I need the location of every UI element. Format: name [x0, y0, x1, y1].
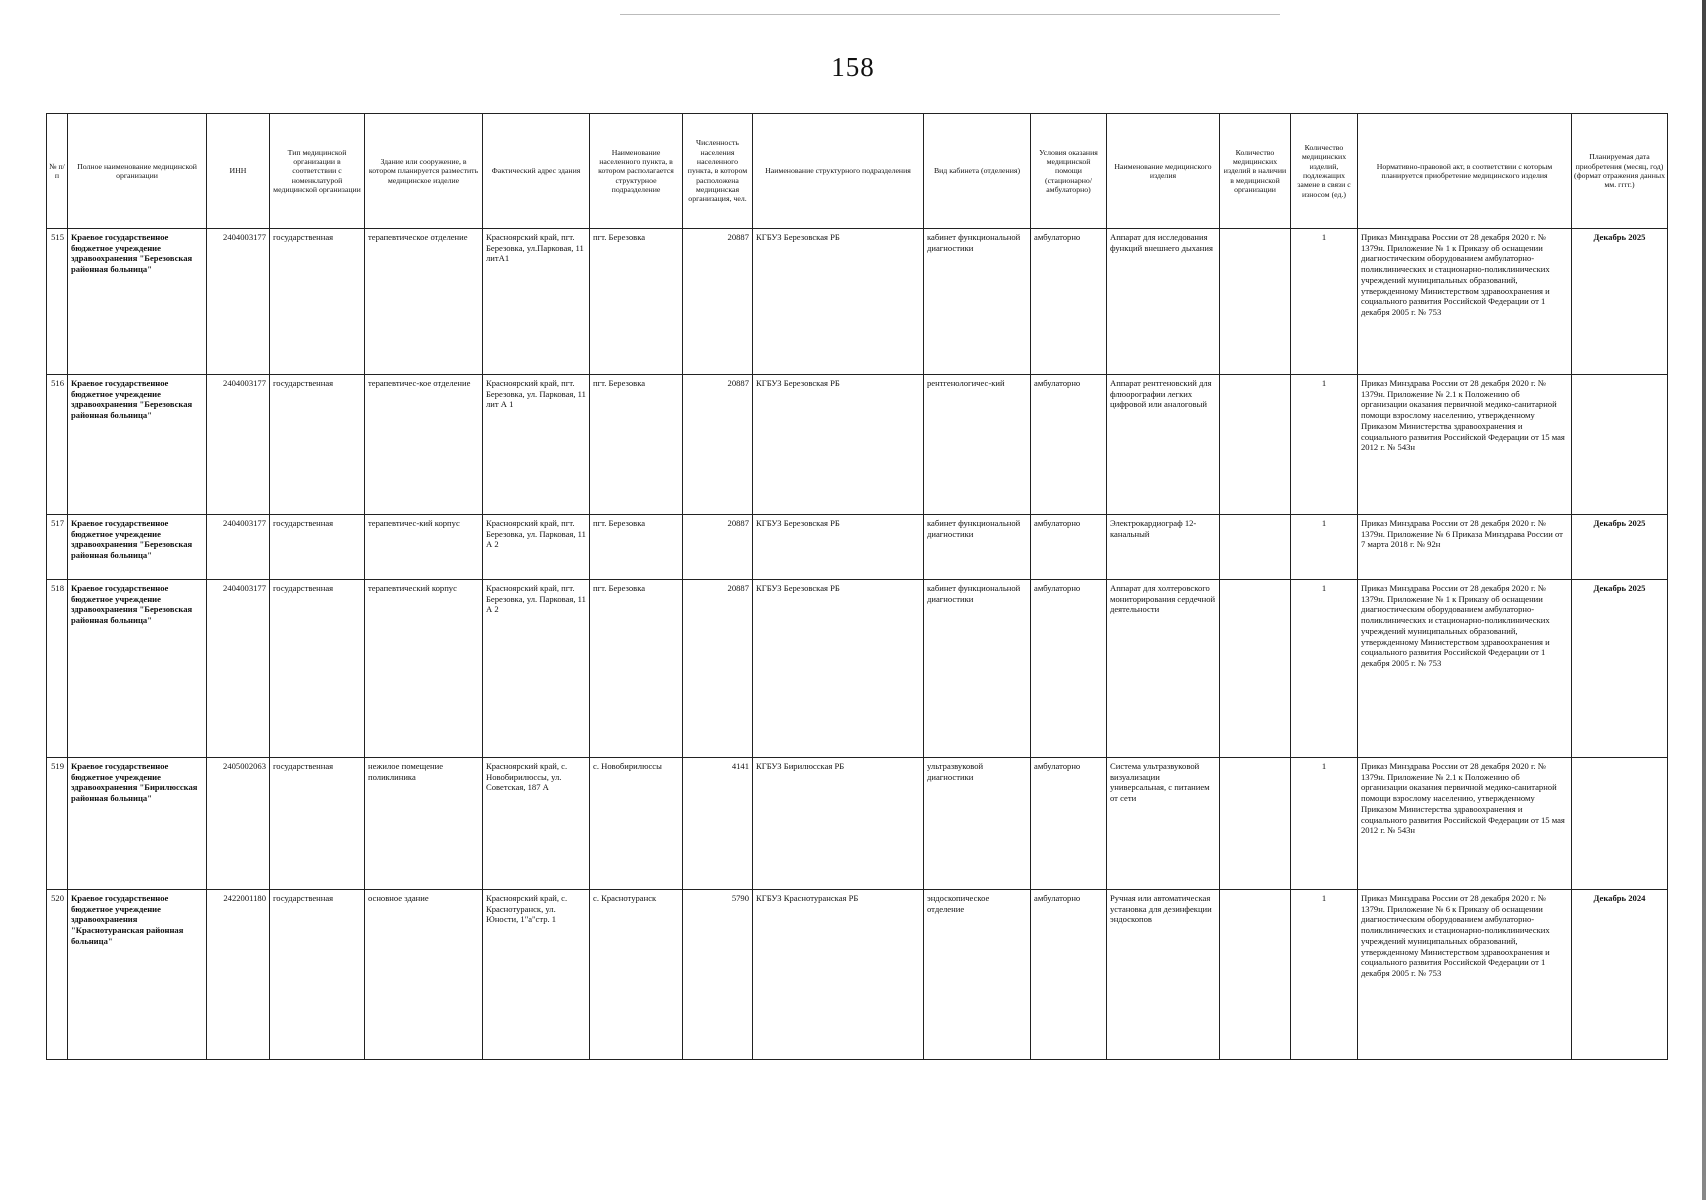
cell-population: 20887	[683, 375, 753, 515]
header-inn: ИНН	[207, 114, 270, 229]
cell-qty-replace: 1	[1291, 229, 1358, 375]
table-row	[47, 580, 1668, 758]
cell-date: Декабрь 2024	[1572, 890, 1668, 1060]
cell-org: Краевое государственное бюджетное учреждение здравоохранения "Березовская районная больница"	[68, 580, 207, 758]
cell-type: государственная	[270, 580, 365, 758]
cell-population: 20887	[683, 515, 753, 580]
cell-act: Приказ Минздрава России от 28 декабря 2020 г. № 1379н. Приложение № 1 к Приказу об оснащении диагностическим оборудованием амбулаторно-поликлинических и стационарно-поликлинических учреждений муниципальных образований, утвержденному Министерством здравоохранения и социального развития Российской Федерации от 1 декабря 2005 г. № 753	[1358, 229, 1572, 375]
header-cabinet: Вид кабинета (отделения)	[924, 114, 1031, 229]
cell-org: Краевое государственное бюджетное учреждение здравоохранения "Краснотуранская районная больница"	[68, 890, 207, 1060]
cell-org: Краевое государственное бюджетное учреждение здравоохранения "Бирилюсская районная больница"	[68, 758, 207, 890]
cell-unit: КГБУЗ Березовская РБ	[753, 229, 924, 375]
cell-qty-replace: 1	[1291, 515, 1358, 580]
cell-inn: 2404003177	[207, 580, 270, 758]
cell-num: 515	[47, 229, 68, 375]
cell-num: 516	[47, 375, 68, 515]
cell-qty-have	[1220, 758, 1291, 890]
cell-num: 518	[47, 580, 68, 758]
cell-qty-have	[1220, 375, 1291, 515]
table-row	[47, 890, 1668, 1060]
cell-num: 519	[47, 758, 68, 890]
cell-date	[1572, 375, 1668, 515]
cell-type: государственная	[270, 375, 365, 515]
equipment-table	[46, 113, 1668, 1060]
cell-building: нежилое помещение поликлиника	[365, 758, 483, 890]
cell-settlement: пгт. Березовка	[590, 229, 683, 375]
cell-date: Декабрь 2025	[1572, 580, 1668, 758]
header-unit: Наименование структурного подразделения	[753, 114, 924, 229]
cell-conditions: амбулаторно	[1031, 515, 1107, 580]
cell-device: Ручная или автоматическая установка для дезинфекции эндоскопов	[1107, 890, 1220, 1060]
cell-building: терапевтический корпус	[365, 580, 483, 758]
cell-cabinet: ультразвуковой диагностики	[924, 758, 1031, 890]
cell-address: Красноярский край, пгт. Березовка, ул. Парковая, 11 А 2	[483, 515, 590, 580]
header-population: Численность населения населенного пункта, в котором расположена медицинская организация, чел.	[683, 114, 753, 229]
cell-cabinet: эндоскопическое отделение	[924, 890, 1031, 1060]
cell-act: Приказ Минздрава России от 28 декабря 2020 г. № 1379н. Приложение № 2.1 к Положению об организации оказания первичной медико-санитарной помощи взрослому населению, утвержденному Приказом Министерства здравоохранения и социального развития Российской Федерации от 15 мая 2012 г. № 543н	[1358, 758, 1572, 890]
cell-settlement: с. Краснотуранск	[590, 890, 683, 1060]
cell-qty-replace: 1	[1291, 375, 1358, 515]
cell-population: 5790	[683, 890, 753, 1060]
cell-inn: 2404003177	[207, 515, 270, 580]
cell-act: Приказ Минздрава России от 28 декабря 2020 г. № 1379н. Приложение № 6 Приказа Минздрава России от 7 марта 2018 г. № 92н	[1358, 515, 1572, 580]
cell-type: государственная	[270, 890, 365, 1060]
cell-cabinet: рентгенологичес-кий	[924, 375, 1031, 515]
header-device: Наименование медицинского изделия	[1107, 114, 1220, 229]
cell-qty-have	[1220, 580, 1291, 758]
table-row	[47, 758, 1668, 890]
cell-cabinet: кабинет функциональной диагностики	[924, 580, 1031, 758]
table-row	[47, 375, 1668, 515]
header-date: Планируемая дата приобретения (месяц, год) (формат отражения данных мм. гггг.)	[1572, 114, 1668, 229]
cell-org: Краевое государственное бюджетное учреждение здравоохранения "Березовская районная больница"	[68, 229, 207, 375]
cell-settlement: пгт. Березовка	[590, 375, 683, 515]
cell-cabinet: кабинет функциональной диагностики	[924, 229, 1031, 375]
cell-unit: КГБУЗ Березовская РБ	[753, 515, 924, 580]
cell-population: 20887	[683, 229, 753, 375]
cell-inn: 2405002063	[207, 758, 270, 890]
cell-type: государственная	[270, 758, 365, 890]
cell-conditions: амбулаторно	[1031, 375, 1107, 515]
table-row	[47, 229, 1668, 375]
cell-act: Приказ Минздрава России от 28 декабря 2020 г. № 1379н. Приложение № 6 к Приказу об оснащении диагностическим оборудованием амбулаторно-поликлинических и стационарно-поликлинических учреждений муниципальных образований, утвержденному Министерством здравоохранения и социального развития Российской Федерации от 1 декабря 2005 г. № 753	[1358, 890, 1572, 1060]
cell-population: 4141	[683, 758, 753, 890]
cell-qty-replace: 1	[1291, 580, 1358, 758]
cell-act: Приказ Минздрава России от 28 декабря 2020 г. № 1379н. Приложение № 2.1 к Положению об организации оказания первичной медико-санитарной помощи взрослому населению, утвержденному Приказом Министерства здравоохранения и социального развития Российской Федерации от 15 мая 2012 г. № 543н	[1358, 375, 1572, 515]
header-building: Здание или сооружение, в котором планируется разместить медицинское изделие	[365, 114, 483, 229]
cell-conditions: амбулаторно	[1031, 758, 1107, 890]
cell-qty-have	[1220, 229, 1291, 375]
cell-device: Система ультразвуковой визуализации универсальная, с питанием от сети	[1107, 758, 1220, 890]
table-header-row	[47, 114, 1668, 229]
cell-address: Красноярский край, пгт. Березовка, ул. Парковая, 11 лит А 1	[483, 375, 590, 515]
cell-building: терапевтичес-кий корпус	[365, 515, 483, 580]
cell-population: 20887	[683, 580, 753, 758]
page-number: 158	[831, 52, 875, 82]
cell-unit: КГБУЗ Бирилюсская РБ	[753, 758, 924, 890]
cell-building: терапевтическое отделение	[365, 229, 483, 375]
cell-address: Красноярский край, пгт. Березовка, ул. Парковая, 11 А 2	[483, 580, 590, 758]
cell-qty-replace: 1	[1291, 890, 1358, 1060]
header-org: Полное наименование медицинской организации	[68, 114, 207, 229]
cell-act: Приказ Минздрава России от 28 декабря 2020 г. № 1379н. Приложение № 1 к Приказу об оснащении диагностическим оборудованием амбулаторно-поликлинических и стационарно-поликлинических учреждений муниципальных образований, утвержденному Министерством здравоохранения и социального развития Российской Федерации от 1 декабря 2005 г. № 753	[1358, 580, 1572, 758]
cell-building: терапевтичес-кое отделение	[365, 375, 483, 515]
cell-date: Декабрь 2025	[1572, 229, 1668, 375]
cell-device: Аппарат для исследования функций внешнего дыхания	[1107, 229, 1220, 375]
cell-address: Красноярский край, пгт. Березовка, ул.Парковая, 11 литА1	[483, 229, 590, 375]
cell-num: 520	[47, 890, 68, 1060]
cell-inn: 2404003177	[207, 229, 270, 375]
scan-top-line	[620, 14, 1280, 15]
scan-edge-mark	[1702, 0, 1706, 1200]
cell-num: 517	[47, 515, 68, 580]
cell-address: Красноярский край, с. Новобирилюссы, ул. Советская, 187 А	[483, 758, 590, 890]
cell-org: Краевое государственное бюджетное учреждение здравоохранения "Березовская районная больница"	[68, 515, 207, 580]
cell-device: Аппарат для холтеровского мониторирования сердечной деятельности	[1107, 580, 1220, 758]
cell-qty-replace: 1	[1291, 758, 1358, 890]
cell-qty-have	[1220, 890, 1291, 1060]
cell-org: Краевое государственное бюджетное учреждение здравоохранения "Березовская районная больница"	[68, 375, 207, 515]
cell-inn: 2422001180	[207, 890, 270, 1060]
cell-type: государственная	[270, 229, 365, 375]
cell-unit: КГБУЗ Березовская РБ	[753, 580, 924, 758]
cell-conditions: амбулаторно	[1031, 229, 1107, 375]
cell-unit: КГБУЗ Краснотуранская РБ	[753, 890, 924, 1060]
cell-qty-have	[1220, 515, 1291, 580]
cell-settlement: пгт. Березовка	[590, 580, 683, 758]
cell-settlement: пгт. Березовка	[590, 515, 683, 580]
table-row	[47, 515, 1668, 580]
cell-cabinet: кабинет функциональной диагностики	[924, 515, 1031, 580]
header-settlement: Наименование населенного пункта, в котором располагается структурное подразделение	[590, 114, 683, 229]
cell-type: государственная	[270, 515, 365, 580]
cell-date	[1572, 758, 1668, 890]
cell-device: Электрокардиограф 12-канальный	[1107, 515, 1220, 580]
cell-address: Красноярский край, с. Краснотуранск, ул. Юности, 1"а"стр. 1	[483, 890, 590, 1060]
header-address: Фактический адрес здания	[483, 114, 590, 229]
cell-conditions: амбулаторно	[1031, 890, 1107, 1060]
cell-device: Аппарат рентгеновский для флюорографии легких цифровой или аналоговый	[1107, 375, 1220, 515]
cell-inn: 2404003177	[207, 375, 270, 515]
cell-building: основное здание	[365, 890, 483, 1060]
cell-settlement: с. Новобирилюссы	[590, 758, 683, 890]
header-conditions: Условия оказания медицинской помощи (стационарно/ амбулаторно)	[1031, 114, 1107, 229]
header-num: № п/п	[47, 114, 68, 229]
cell-unit: КГБУЗ Березовская РБ	[753, 375, 924, 515]
header-type: Тип медицинской организации в соответствии с номенклатурой медицинской организации	[270, 114, 365, 229]
cell-conditions: амбулаторно	[1031, 580, 1107, 758]
header-act: Нормативно-правовой акт, в соответствии с которым планируется приобретение медицинского изделия	[1358, 114, 1572, 229]
header-qty-have: Количество медицинских изделий в наличии в медицинской организации	[1220, 114, 1291, 229]
header-qty-replace: Количество медицинских изделий, подлежащих замене в связи с износом (ед.)	[1291, 114, 1358, 229]
cell-date: Декабрь 2025	[1572, 515, 1668, 580]
